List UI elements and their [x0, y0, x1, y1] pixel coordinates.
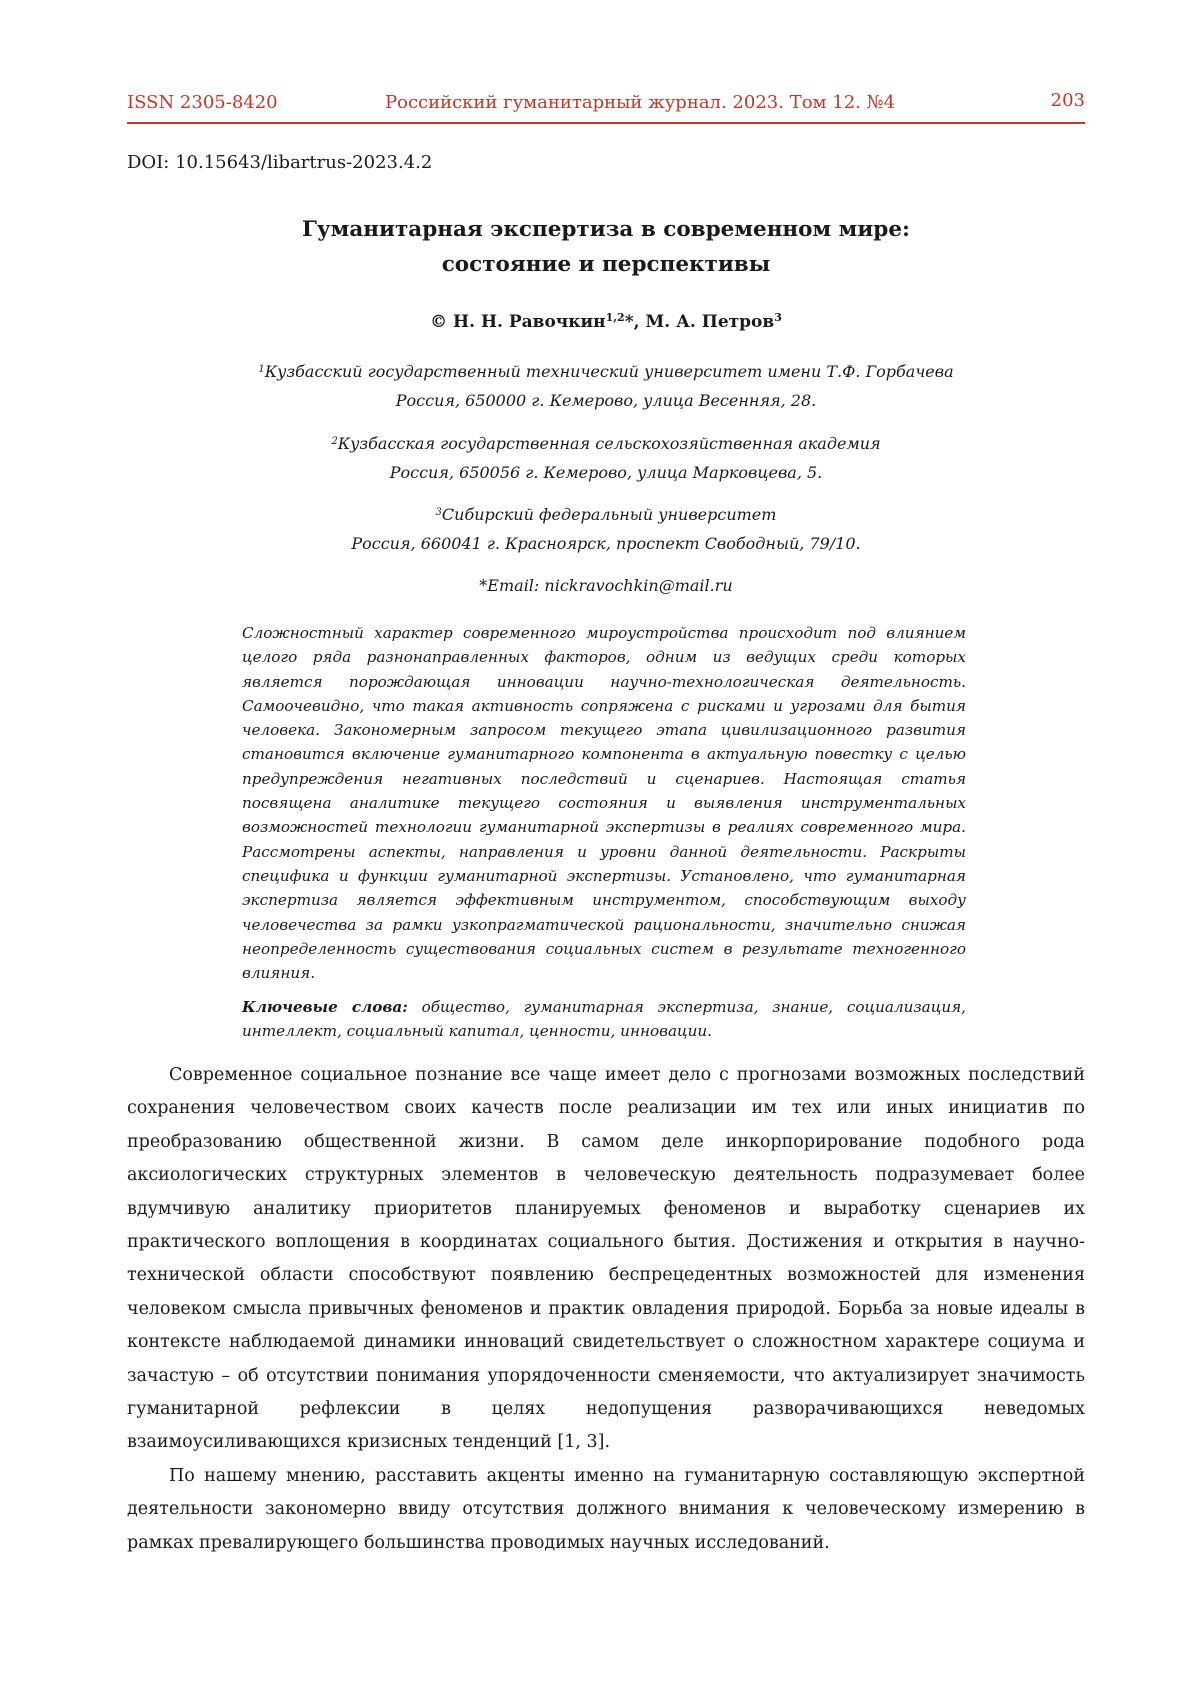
- journal-title: Российский гуманитарный журнал. 2023. Том 12. №4: [385, 92, 896, 113]
- author-1-name: © Н. Н. Равочкин: [430, 312, 606, 332]
- affiliation-3-name: Сибирский федеральный университет: [441, 505, 777, 524]
- article-title: [127, 212, 1085, 282]
- affiliation-3: [127, 498, 1085, 558]
- keywords-text: общество, гуманитарная экспертиза, знание, социализация, интеллект, социальный капитал, ценности, инновации.: [242, 998, 966, 1040]
- keywords-label: Ключевые слова:: [242, 998, 408, 1016]
- affiliation-1-sup: 1: [258, 364, 265, 375]
- body-paragraph-2: По нашему мнению, расставить акценты именно на гуманитарную составляющую экспертной деятельности закономерно ввиду отсутствия должного внимания к человеческому измерению в рамках превалирующего большинства проводимых научных исследований.: [127, 1465, 1085, 1553]
- affiliation-2-address: Россия, 650056 г. Кемерово, улица Марковцева, 5.: [389, 463, 823, 482]
- author-1-affil-sup: 1,2: [605, 311, 625, 324]
- title-line-1: Гуманитарная экспертиза в современном мире:: [302, 217, 910, 242]
- author-line: [127, 311, 1085, 332]
- body-text: [127, 1059, 1085, 1560]
- title-line-2: состояние и перспективы: [441, 252, 771, 277]
- affiliation-1-address: Россия, 650000 г. Кемерово, улица Весенняя, 28.: [395, 391, 817, 410]
- affiliation-1-name: Кузбасский государственный технический университет имени Т.Ф. Горбачева: [264, 362, 954, 381]
- affiliation-2-name: Кузбасская государственная сельскохозяйственная академия: [337, 434, 881, 453]
- issn-label: ISSN 2305-8420: [127, 92, 278, 113]
- author-2-affil-sup: 3: [774, 311, 782, 324]
- author-2-name: *, М. А. Петров: [624, 312, 775, 332]
- running-header: [127, 92, 1085, 124]
- affiliation-3-address: Россия, 660041 г. Красноярск, проспект Свободный, 79/10.: [351, 534, 861, 553]
- page-number: 203: [1050, 90, 1085, 111]
- email-line: *Email: nickravochkin@mail.ru: [479, 576, 733, 595]
- affiliation-3-sup: 3: [435, 507, 442, 518]
- affiliation-1: [127, 355, 1085, 415]
- doi-line: DOI: 10.15643/libartrus-2023.4.2: [127, 152, 433, 173]
- body-paragraph-1: Современное социальное познание все чаще имеет дело с прогнозами возможных последствий сохранения человечеством своих качеств после реализации им тех или иных инициатив по преобразованию общественной жизни. В самом деле инкорпорирование подобного рода аксиологических структурных элементов в человеческую деятельность подразумевает более вдумчивую аналитику приоритетов планируемых феноменов и выработку сценариев их практического воплощения в координатах социального бытия. Достижения и открытия в научно-технической области способствуют появлению беспрецедентных возможностей для изменения человеком смысла привычных феноменов и практик овладения природой. Борьба за новые идеалы в контексте наблюдаемой динамики инноваций свидетельствует о сложностном характере социума и зачастую – об отсутствии понимания упорядоченности сменяемости, что актуализирует значимость гуманитарной рефлексии в целях недопущения разворачивающихся неведомых взаимоусиливающихся кризисных тенденций [1, 3].: [127, 1065, 1085, 1453]
- abstract: Сложностный характер современного мироустройства происходит под влиянием целого ряда разнонаправленных факторов, одним из ведущих среди которых является порождающая инновации научно-технологическая деятельность. Самоочевидно, что такая активность сопряжена с рисками и угрозами для бытия человека. Закономерным запросом текущего этапа цивилизационного развития становится включение гуманитарного компонента в актуальную повестку с целью предупреждения негативных последствий и сценариев. Настоящая статья посвящена аналитике текущего состояния и выявления инструментальных возможностей технологии гуманитарной экспертизы в реалиях современного мира. Рассмотрены аспекты, направления и уровни данной деятельности. Раскрыты специфика и функции гуманитарной экспертизы. Установлено, что гуманитарная экспертиза является эффективным инструментом, способствующим выходу человечества за рамки узкопрагматической рациональности, значительно снижая неопределенность существования социальных систем в результате техногенного влияния.: [242, 624, 966, 983]
- affiliation-2: [127, 427, 1085, 487]
- affiliation-2-sup: 2: [331, 436, 338, 447]
- keywords: [242, 995, 966, 1043]
